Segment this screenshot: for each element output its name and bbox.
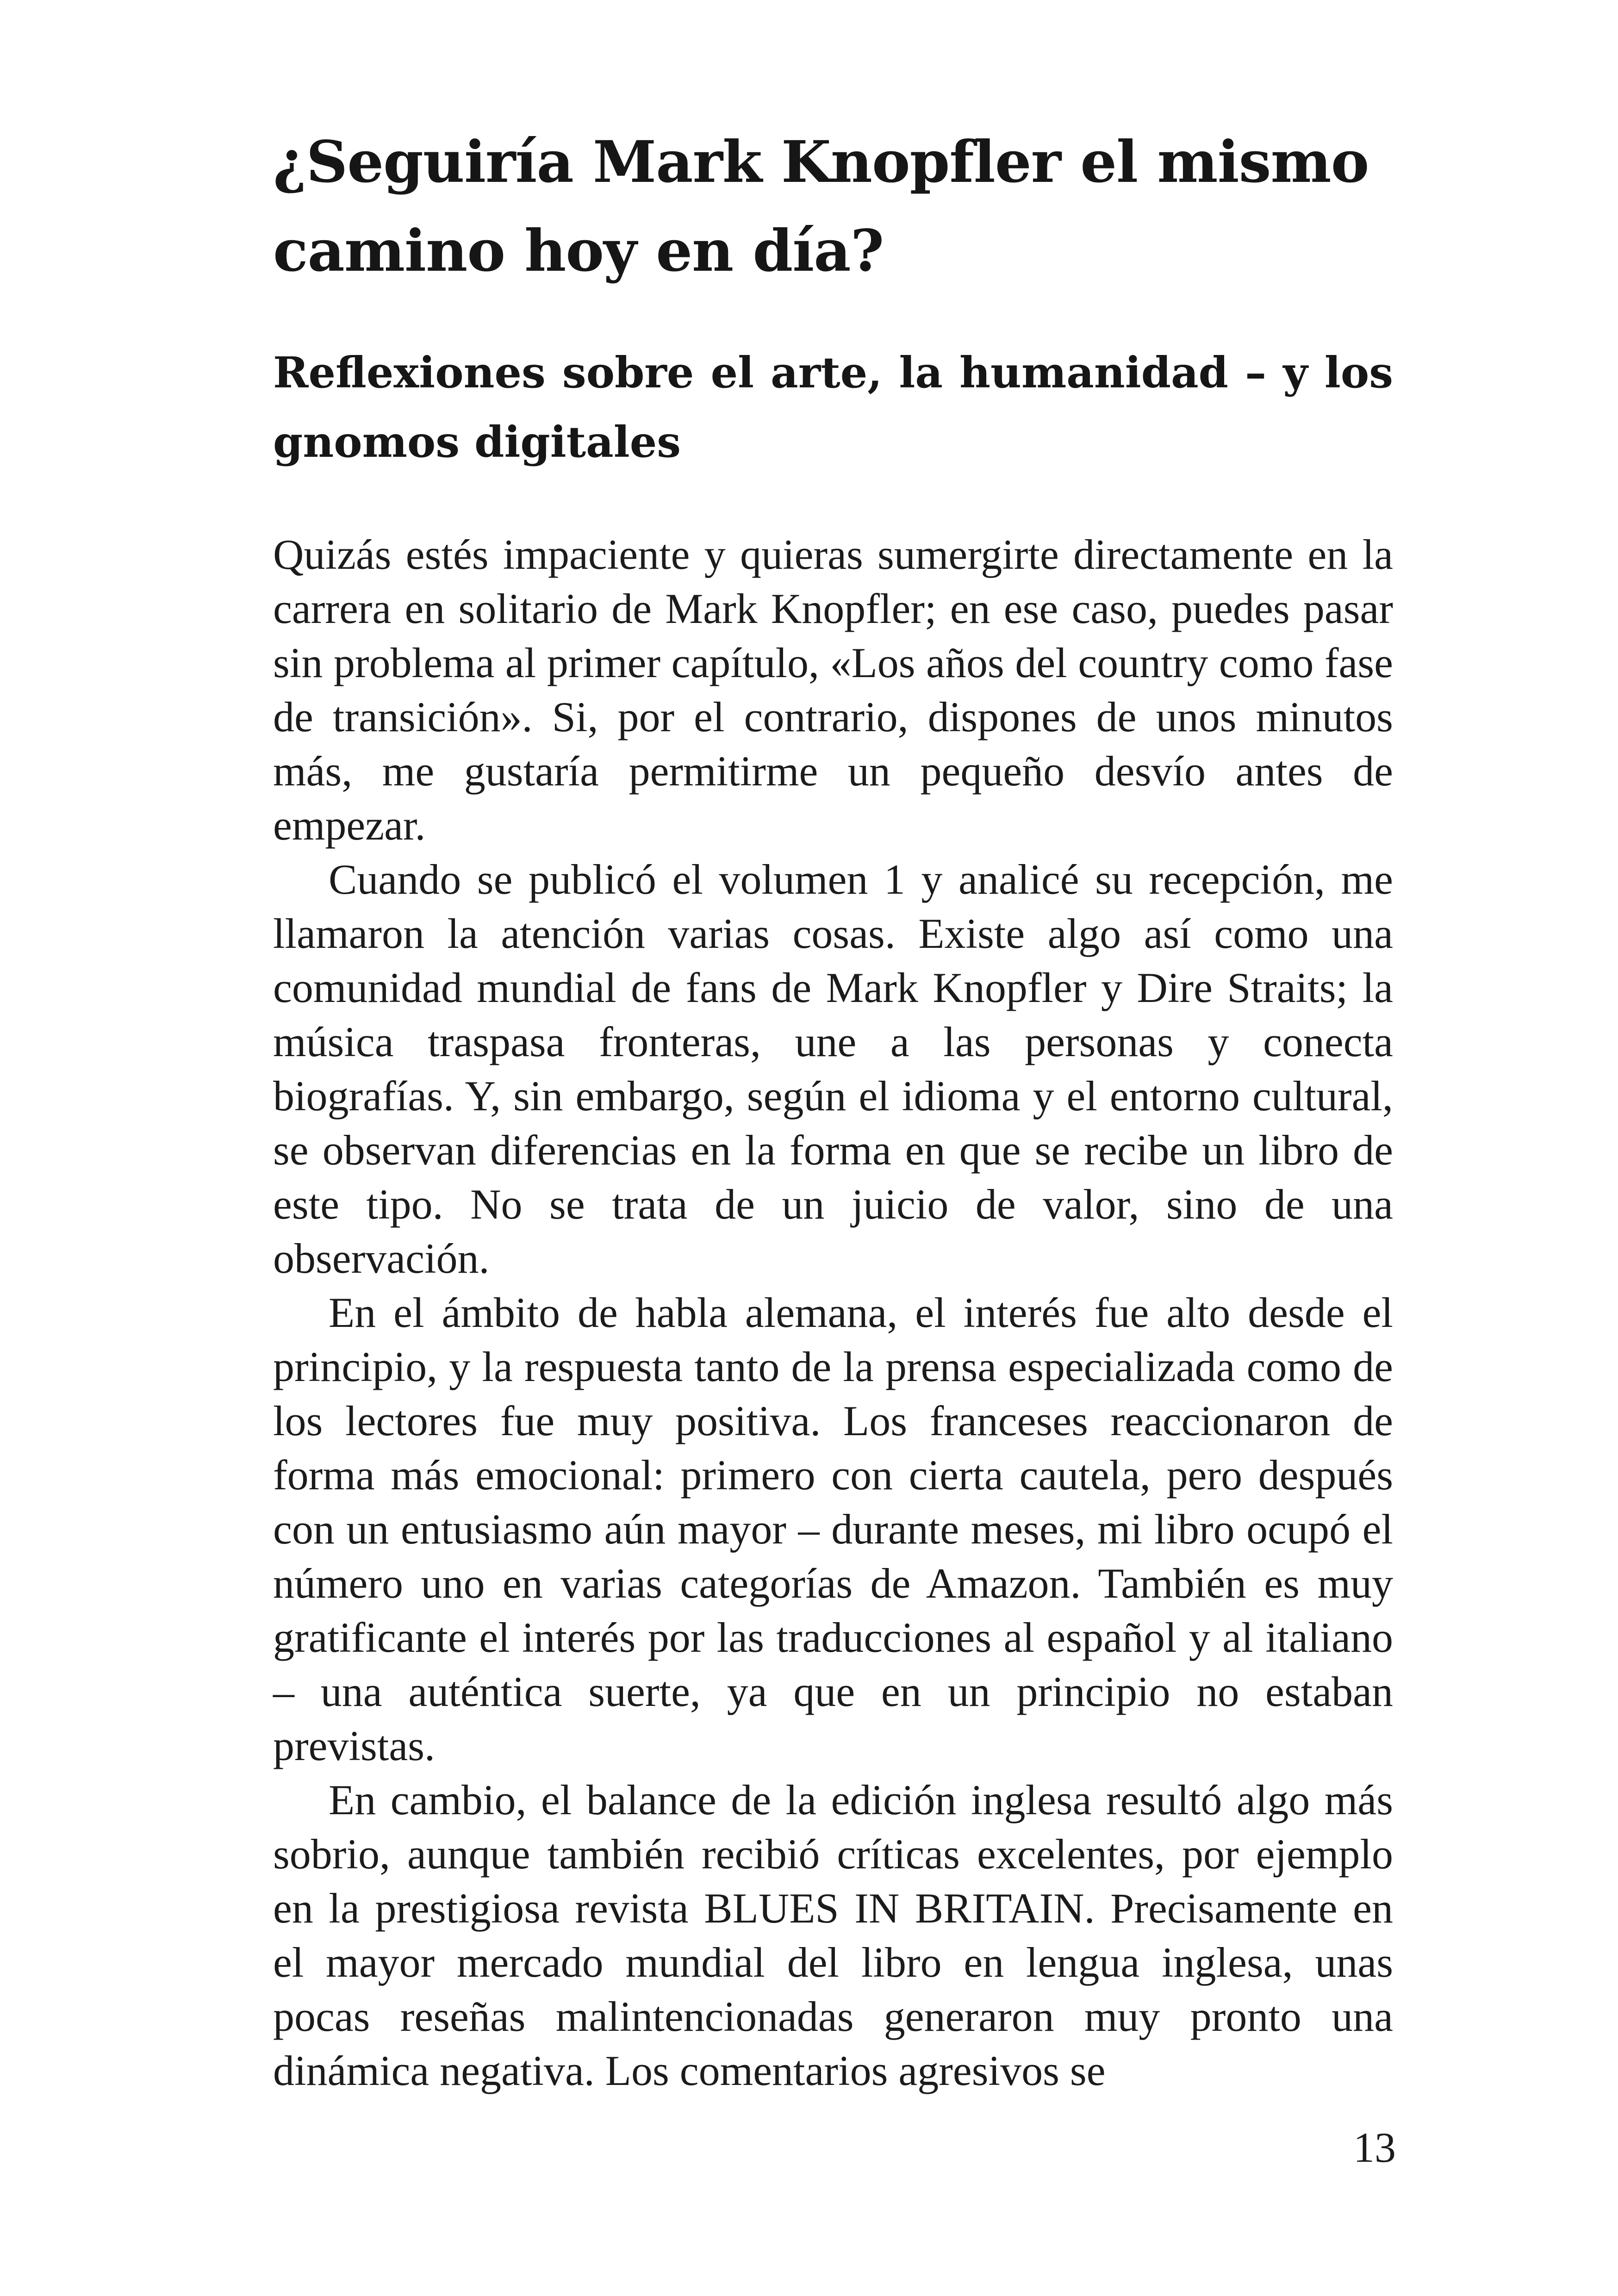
paragraph-3: En el ámbito de habla alemana, el interés fue alto desde el principio, y la respuesta tanto de la prensa especializada como de los lectores fue muy positiva. Los franceses reaccionaron de forma más emocional: primero con cierta cautela, pero después con un entusiasmo aún mayor – durante meses, mi libro ocupó el número uno en varias categorías de Amazon. También es muy gratificante el interés por las traducciones al español y al italiano – una auténtica suerte, ya que en un principio no estaban previstas. xyxy=(273,1289,1393,1769)
paragraph-1: Quizás estés impaciente y quieras sumergirte directamente en la carrera en solitario de Mark Knopfler; en ese caso, puedes pasar sin problema al primer capítulo, «Los años del country como fase de transición». Si, por el contrario, dispones de unos minutos más, me gustaría permitirme un pequeño desvío antes de empezar. xyxy=(273,531,1393,849)
page-number: 13 xyxy=(1353,2124,1396,2171)
chapter-title: ¿Seguiría Mark Knopfler el mismo camino hoy en día? xyxy=(273,129,1369,285)
paragraph-2: Cuando se publicó el volumen 1 y analicé su recepción, me llamaron la atención varias cosas. Existe algo así como una comunidad mundial de fans de Mark Knopfler y Dire Straits; la música traspasa fronteras, une a las personas y conecta biografías. Y, sin embargo, según el idioma y el entorno cultural, se observan diferencias en la forma en que se recibe un libro de este tipo. No se trata de un juicio de valor, sino de una observación. xyxy=(273,856,1393,1282)
chapter-subtitle: Reflexiones sobre el arte, la humanidad – y los gnomos digitales xyxy=(273,348,1393,467)
paragraph-4: En cambio, el balance de la edición inglesa resultó algo más sobrio, aunque también recibió críticas excelentes, por ejemplo en la prestigiosa revista BLUES IN BRITAIN. Precisamente en el mayor mercado mundial del libro en lengua inglesa, unas pocas reseñas malintencionadas generaron muy pronto una dinámica negativa. Los comentarios agresivos se xyxy=(273,1776,1393,2094)
body-text xyxy=(273,528,1393,2098)
